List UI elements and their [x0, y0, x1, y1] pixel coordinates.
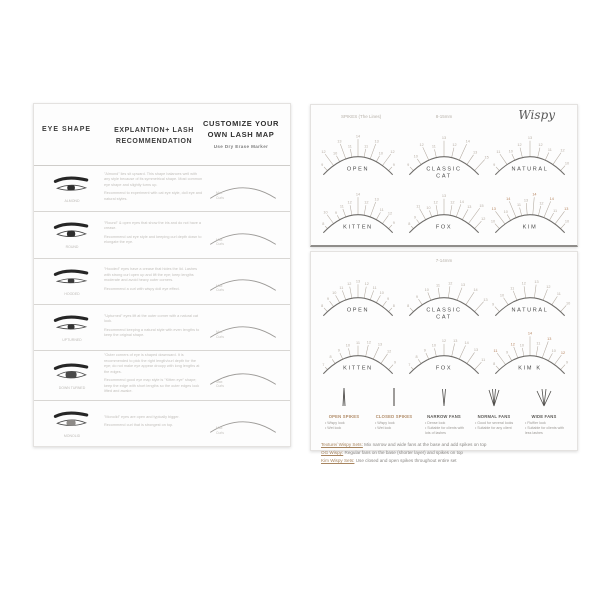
svg-text:12: 12: [364, 200, 369, 205]
svg-text:7: 7: [322, 363, 325, 368]
lash-map-natural: [487, 127, 573, 185]
lash-map-name: KITTEN: [343, 365, 373, 372]
eye-illustration: [49, 267, 95, 291]
svg-text:9: 9: [407, 162, 410, 167]
eye-cell: [40, 220, 104, 249]
recommendation-paragraph: Recommend a curl with wispy doll eye effect.: [104, 286, 180, 291]
svg-text:11: 11: [356, 340, 360, 345]
classic-maps-grid: [311, 268, 577, 384]
svg-text:12: 12: [539, 201, 544, 206]
normal-fan-icon: [486, 386, 502, 408]
length-range-top: 8-15mm: [435, 114, 453, 119]
wispy-note-line: [321, 457, 567, 465]
svg-text:12: 12: [347, 200, 352, 205]
svg-text:11: 11: [339, 285, 344, 290]
eye-shape-label: ROUND: [65, 245, 79, 250]
custom-map-cell: [210, 261, 284, 302]
customize-subtitle: Use Dry Erase Marker: [213, 143, 269, 149]
svg-text:15: 15: [479, 203, 484, 208]
fan-type-label: WIDE FANS: [531, 414, 557, 419]
lash-map-kitten: [315, 185, 401, 243]
svg-text:13: 13: [460, 283, 466, 288]
svg-text:12: 12: [450, 200, 455, 205]
svg-text:13: 13: [491, 207, 496, 212]
eyebrow: [55, 178, 86, 181]
svg-text:9: 9: [393, 360, 397, 365]
eye-shape-label: DOWN TURNED: [58, 385, 86, 390]
svg-text:7: 7: [408, 363, 411, 368]
lash-map-natural: [487, 268, 573, 326]
svg-text:11: 11: [496, 149, 501, 154]
eye-shape-row: [34, 351, 290, 401]
svg-text:13: 13: [441, 136, 447, 141]
svg-text:12: 12: [387, 211, 393, 216]
svg-text:10: 10: [503, 210, 508, 215]
svg-text:12: 12: [510, 342, 515, 347]
svg-text:12: 12: [538, 143, 543, 148]
explanation-cell: [104, 353, 210, 398]
fan-type-open-spike: [319, 386, 369, 436]
eye-shape-row: [34, 259, 290, 305]
lash-map-diagram: [487, 185, 573, 243]
svg-text:11: 11: [493, 348, 498, 353]
eye-shape-card: [33, 103, 291, 447]
fan-type-label: NARROW FANS: [427, 414, 461, 419]
fan-type-wide-fan: [519, 386, 569, 436]
eye-shape-card-header: [34, 104, 290, 166]
recommendation-paragraph: Recommend cat eye style and keeping curl depth down to elongate the eye.: [104, 234, 202, 245]
lash-map-name: CLASSIC: [426, 307, 462, 314]
wispy-note-line: [321, 441, 567, 449]
explanation-paragraph: "Round" & open eyes that show the iris and do not have a crease.: [104, 220, 202, 231]
fan-type-bullet: • Suitable for any client: [475, 426, 512, 431]
wispy-maps-grid: [311, 127, 577, 243]
note-text: Use closed and open spikes throughout entire set: [354, 457, 457, 463]
lash-map-classic: [401, 268, 487, 326]
svg-text:10: 10: [332, 290, 337, 295]
svg-text:9: 9: [413, 215, 417, 220]
svg-text:13: 13: [441, 194, 447, 199]
lash-map-diagram: [315, 127, 401, 185]
explanation-paragraph: "Almond" lies sit upward. This shape balances well with any style because of its symmetrical shape. Most common eye shape and slightly turns up.: [104, 171, 203, 187]
fan-type-closed-spike: [369, 386, 419, 436]
wide-fan-icon: [536, 386, 552, 408]
svg-text:11: 11: [516, 202, 521, 207]
svg-text:12: 12: [452, 143, 457, 148]
eye-shape-label: HOODED: [64, 291, 80, 296]
eye-shape-label: UPTURNED: [62, 338, 82, 343]
eye-shape-row: [34, 166, 290, 212]
svg-text:10: 10: [519, 343, 525, 348]
explanation-cell: [104, 415, 210, 432]
svg-text:9: 9: [506, 350, 509, 355]
map-note: Max Curls: [216, 379, 224, 389]
eye-cell: [40, 267, 104, 296]
svg-text:14: 14: [464, 341, 469, 346]
lash-map-kim: [487, 185, 573, 243]
svg-text:11: 11: [435, 283, 440, 288]
lash-map-name: KIM K: [518, 365, 542, 372]
lash-map-kitten: [315, 326, 401, 384]
svg-text:14: 14: [506, 196, 511, 201]
svg-text:13: 13: [564, 207, 569, 212]
recommendation-paragraph: Recommend to experiment with cat eye style, doll eye and natural styles.: [104, 191, 203, 201]
svg-text:8: 8: [415, 355, 418, 360]
svg-text:13: 13: [374, 197, 379, 202]
svg-text:14: 14: [532, 192, 537, 197]
wispy-set-notes: [311, 436, 577, 464]
fan-type-bullets: [521, 421, 567, 436]
lash-map-name: KITTEN: [343, 224, 373, 231]
svg-text:14: 14: [355, 134, 361, 139]
svg-text:12: 12: [387, 349, 392, 354]
fan-type-bullet: • Suitable for clients with less lashes: [525, 426, 565, 436]
svg-text:9: 9: [415, 294, 419, 299]
lash-map-open: [315, 268, 401, 326]
explanation-cell: [104, 172, 210, 206]
lash-map-diagram: [315, 326, 401, 384]
fan-type-label: OPEN SPIKES: [328, 414, 360, 419]
eyebrow: [55, 271, 86, 274]
eye-shape-row: [34, 305, 290, 351]
eye-shape-row: [34, 212, 290, 258]
fan-type-bullet: • Wispy look: [325, 421, 345, 425]
svg-text:13: 13: [473, 348, 479, 353]
map-note: Max Curls: [216, 284, 224, 293]
svg-text:10: 10: [564, 161, 570, 166]
wispy-lash-map-card: [310, 104, 578, 247]
eye-shape-label: ALMOND: [64, 199, 80, 204]
svg-text:8: 8: [392, 303, 395, 308]
svg-text:11: 11: [510, 286, 515, 291]
svg-text:10: 10: [345, 343, 350, 348]
classic-card-header: [311, 252, 577, 268]
svg-text:14: 14: [473, 287, 478, 292]
fan-types-row: [311, 384, 577, 436]
svg-text:13: 13: [473, 150, 478, 155]
svg-text:10: 10: [551, 348, 556, 353]
svg-text:10: 10: [379, 290, 384, 295]
lash-map-diagram: [487, 268, 573, 326]
lash-map-diagram: [487, 326, 573, 384]
svg-text:13: 13: [523, 198, 529, 203]
svg-text:11: 11: [339, 204, 344, 209]
fan-type-bullet: • Dense look: [425, 421, 446, 425]
lash-map-name: OPEN: [346, 166, 370, 173]
svg-text:14: 14: [459, 199, 464, 204]
fan-type-bullets: [371, 421, 417, 431]
map-note: Max Curls: [216, 426, 224, 435]
eye-shape-label: MONOLID: [63, 433, 81, 438]
svg-text:8: 8: [407, 303, 410, 308]
eye-cell: [40, 361, 104, 390]
lash-map-name-2: CAT: [436, 173, 452, 180]
svg-text:11: 11: [547, 148, 552, 153]
svg-text:10: 10: [508, 149, 513, 154]
eyebrow: [55, 317, 86, 320]
svg-text:11: 11: [553, 208, 558, 213]
svg-text:9: 9: [423, 348, 426, 353]
explanation-paragraph: "Outer corners of eye is shaped downward. It is recommended to pick the right length/curl depth for the eye; do not make eye appear droopy with long lengths at the edges.: [104, 353, 200, 374]
map-note: Max Curls: [216, 330, 224, 339]
lash-map-fox: [401, 326, 487, 384]
svg-text:8: 8: [493, 361, 496, 366]
note-lead: Kim Wispy Sets:: [321, 457, 355, 463]
fan-type-bullet: • Wet look: [375, 426, 392, 431]
svg-text:9: 9: [493, 162, 496, 167]
spikes-note: SPIKES (The Lines): [341, 114, 382, 119]
lash-map-classic: [401, 127, 487, 185]
svg-text:10: 10: [499, 293, 505, 298]
classic-lash-map-card: [310, 251, 578, 463]
svg-text:14: 14: [355, 192, 361, 197]
note-lead: OG Wispy:: [321, 449, 344, 455]
svg-text:9: 9: [387, 297, 390, 302]
eyebrow: [55, 224, 86, 227]
explanation-paragraph: "Monolid" eyes are open and typically bigger.: [104, 414, 180, 419]
svg-text:8: 8: [322, 222, 325, 227]
lash-map-diagram: [487, 127, 573, 185]
lash-map-diagram: [315, 268, 401, 326]
svg-text:10: 10: [413, 154, 418, 159]
svg-text:12: 12: [321, 149, 326, 154]
svg-text:13: 13: [377, 342, 383, 347]
svg-text:12: 12: [347, 282, 352, 287]
custom-map-cell: [210, 403, 284, 444]
wispy-script-title: Wispy: [518, 108, 555, 122]
fan-type-bullet: • Suitable for clients with lots of lashes: [425, 426, 465, 436]
note-text: Regular fans on the base (shorter layer) and spikes on top: [343, 449, 463, 455]
column-header-explanation: EXPLANTION+ LASH RECOMMENDATION: [114, 127, 194, 145]
svg-text:12: 12: [521, 281, 526, 286]
lash-map-diagram: [315, 185, 401, 243]
svg-text:13: 13: [374, 139, 379, 144]
svg-text:12: 12: [481, 217, 486, 222]
lash-map-diagram: [401, 127, 487, 185]
lash-map-name: NATURAL: [511, 166, 549, 173]
wispy-card-header: [311, 105, 577, 127]
column-header-customize: [200, 118, 282, 149]
narrow-fan-icon: [436, 386, 452, 408]
svg-text:13: 13: [355, 279, 361, 284]
explanation-cell: [104, 267, 210, 295]
explanation-cell: [104, 221, 210, 249]
svg-text:10: 10: [490, 219, 496, 224]
svg-text:10: 10: [426, 206, 431, 211]
svg-text:14: 14: [549, 196, 554, 201]
svg-text:11: 11: [372, 285, 377, 290]
svg-text:12: 12: [517, 143, 522, 148]
eye-illustration: [49, 409, 95, 433]
map-note: Max Curls: [216, 237, 224, 247]
custom-map-cell: [210, 168, 284, 209]
svg-text:10: 10: [564, 219, 570, 224]
svg-text:12: 12: [366, 340, 372, 345]
svg-text:13: 13: [483, 297, 488, 302]
svg-text:12: 12: [433, 200, 438, 205]
svg-text:11: 11: [416, 204, 421, 209]
svg-text:12: 12: [448, 281, 453, 286]
svg-text:12: 12: [441, 339, 447, 344]
custom-map-cell: [210, 214, 284, 255]
svg-text:13: 13: [547, 336, 552, 341]
fan-type-bullet: • Fluffier look: [525, 421, 546, 425]
svg-text:13: 13: [534, 279, 539, 284]
length-range-bottom: 7-14mm: [435, 258, 453, 263]
fan-type-label: NORMAL FANS: [477, 414, 511, 419]
eye-cell: [40, 313, 104, 342]
note-text: Mix narrow and wide fans at the base and add spikes on top: [362, 442, 487, 448]
map-note: Max Curls: [216, 191, 224, 200]
eye-illustration: [49, 361, 95, 385]
explanation-paragraph: "Upturned" eyes lift at the outer corner with a natural cat look.: [104, 313, 199, 324]
lash-map-kim-k: [487, 326, 573, 384]
recommendation-paragraph: Recommend curl that is strongest on top.: [104, 423, 174, 428]
fan-type-bullets: [321, 421, 367, 431]
svg-text:8: 8: [408, 222, 411, 227]
explanation-cell: [104, 314, 210, 342]
svg-text:9: 9: [392, 162, 395, 167]
eye-cell: [40, 174, 104, 203]
lash-map-fox: [401, 185, 487, 243]
svg-text:12: 12: [364, 282, 369, 287]
svg-text:11: 11: [556, 292, 561, 297]
svg-text:12: 12: [419, 142, 424, 147]
svg-text:11: 11: [431, 144, 436, 149]
recommendation-paragraph: Recommend keeping a natural style with even lengths to keep the original shape.: [104, 327, 200, 338]
wispy-note-line: [321, 449, 567, 457]
eye-shape-rows: [34, 166, 290, 446]
svg-text:12: 12: [560, 148, 565, 153]
lash-map-name: FOX: [435, 365, 453, 372]
svg-text:10: 10: [431, 343, 436, 348]
svg-text:8: 8: [321, 303, 324, 308]
fan-type-bullets: [471, 421, 517, 431]
svg-text:12: 12: [560, 350, 566, 355]
svg-text:11: 11: [379, 207, 384, 212]
note-lead: Texture/ Wispy Sets:: [321, 442, 363, 448]
eye-illustration: [49, 174, 95, 198]
svg-text:11: 11: [536, 341, 541, 346]
eye-illustration: [49, 220, 95, 244]
svg-text:13: 13: [453, 338, 458, 343]
explanation-paragraph: "Hooded" eyes have a crease that hides the lid. Lashes with strong curl open up and lift the eye; keep lengths moderate and avoid heavy outer corners.: [104, 267, 198, 283]
eye-illustration: [49, 313, 95, 337]
svg-text:11: 11: [364, 144, 369, 149]
svg-text:13: 13: [337, 139, 342, 144]
closed-spike-icon: [386, 386, 402, 408]
svg-text:14: 14: [527, 331, 533, 336]
svg-text:8: 8: [329, 355, 332, 360]
fan-type-narrow-fan: [419, 386, 469, 436]
svg-text:9: 9: [565, 360, 569, 365]
svg-text:9: 9: [321, 162, 324, 167]
fan-type-bullets: [421, 421, 467, 436]
open-spike-icon: [336, 386, 352, 408]
svg-text:11: 11: [481, 358, 486, 363]
lash-map-name: NATURAL: [511, 307, 549, 314]
svg-text:11: 11: [347, 144, 352, 149]
lash-map-diagram: [401, 268, 487, 326]
customize-title: CUSTOMIZE YOUR OWN LASH MAP: [202, 119, 280, 140]
eye-shape-row: [34, 401, 290, 446]
fan-type-label: CLOSED SPIKES: [375, 414, 413, 419]
lash-map-diagram: [401, 185, 487, 243]
column-header-eye-shape: EYE SHAPE: [42, 126, 92, 133]
svg-text:9: 9: [334, 210, 337, 215]
svg-text:9: 9: [337, 348, 340, 353]
svg-text:12: 12: [390, 149, 395, 154]
custom-map-cell: [210, 307, 284, 348]
svg-text:10: 10: [332, 151, 338, 156]
svg-text:15: 15: [484, 155, 489, 160]
fan-type-normal-fan: [469, 386, 519, 436]
lash-map-name: FOX: [435, 224, 453, 231]
svg-text:14: 14: [465, 139, 470, 144]
fan-type-bullet: • Wispy look: [375, 421, 395, 425]
eyebrow: [55, 413, 86, 416]
fan-type-bullet: • Good for several looks: [475, 421, 514, 425]
svg-text:13: 13: [467, 205, 472, 210]
lash-map-diagram: [401, 326, 487, 384]
lash-map-name: CLASSIC: [426, 166, 462, 173]
svg-text:13: 13: [527, 136, 533, 141]
custom-map-cell: [210, 353, 284, 398]
lash-map-name: KIM: [522, 224, 538, 231]
eye-cell: [40, 409, 104, 438]
fan-type-bullet: • Wet look: [325, 426, 342, 431]
svg-text:9: 9: [392, 220, 395, 225]
lash-map-name-2: CAT: [436, 314, 452, 321]
recommendation-paragraph: Recommend good eye map style is "Kitten eye" shape; keep the edge with short lengths so the outer edges look lifted and awake.: [104, 378, 200, 394]
svg-text:10: 10: [424, 287, 429, 292]
svg-text:9: 9: [326, 297, 329, 302]
lash-map-open: [315, 127, 401, 185]
svg-text:10: 10: [565, 301, 571, 306]
svg-text:9: 9: [491, 302, 495, 307]
svg-text:10: 10: [323, 210, 328, 215]
svg-text:12: 12: [546, 284, 551, 289]
lash-map-name: OPEN: [346, 307, 370, 314]
eyebrow: [55, 365, 86, 368]
svg-text:10: 10: [378, 151, 384, 156]
